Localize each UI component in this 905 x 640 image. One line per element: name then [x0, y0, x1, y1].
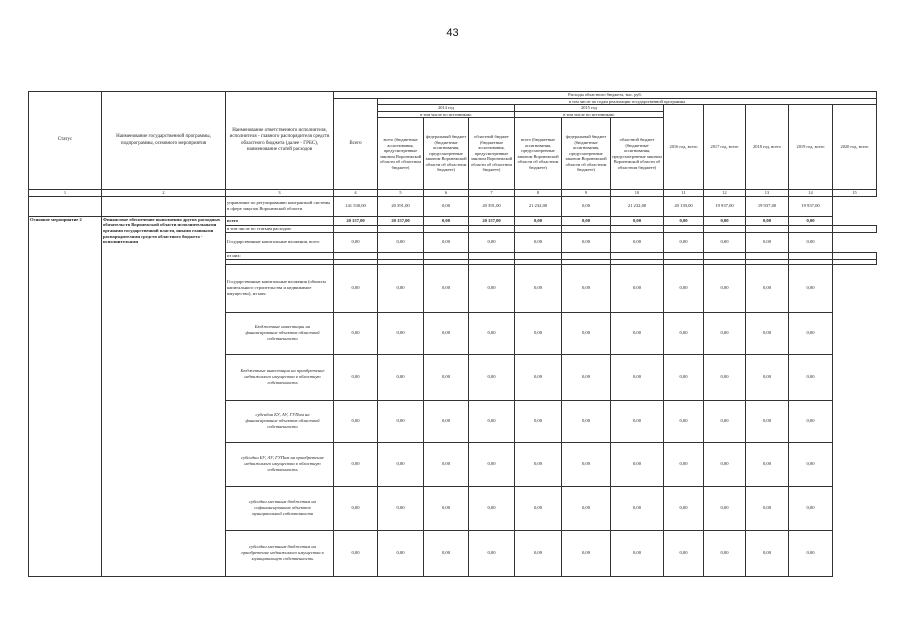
cell-value: 0,00: [704, 216, 746, 225]
cell-value: 21 232,00: [611, 196, 664, 216]
cell-value: 0,00: [789, 232, 833, 252]
cell-value: 0,00: [704, 400, 746, 442]
cell-value: 0,00: [424, 354, 469, 400]
row-label: субсидии местным бюджетам на приобретение недвижимого имущества в муниципальную собственность: [226, 530, 334, 576]
col-number: 15: [833, 190, 877, 197]
cell-value: 0,00: [611, 354, 664, 400]
cell-value: 0,00: [789, 486, 833, 530]
cell-value: 0,00: [515, 232, 562, 252]
cell-value: 0,00: [562, 354, 611, 400]
cell-value: 0,00: [746, 354, 789, 400]
cell-value: 0,00: [424, 216, 469, 225]
col-number: 9: [562, 190, 611, 197]
cell-value: 20 157,00: [378, 216, 424, 225]
cell-value: 0,00: [664, 530, 704, 576]
cell-value: 0,00: [515, 216, 562, 225]
cell-value: 0,00: [378, 530, 424, 576]
cell-value: 0,00: [664, 486, 704, 530]
header-col-12: 2017 год, всего: [704, 105, 746, 190]
cell-value: 0,00: [746, 400, 789, 442]
table-row: [29, 216, 877, 225]
cell-value: 19 937,00: [746, 196, 789, 216]
cell-value: 0,00: [789, 442, 833, 486]
cell-value: 0,00: [664, 264, 704, 312]
header-by-years: в том числе по годам реализации государственной программы: [378, 98, 877, 105]
cell-value: 20 391,00: [378, 196, 424, 216]
cell-value: 0,00: [562, 216, 611, 225]
row-label: субсидии БУ, АУ, ГУПам на приобретение недвижимого имущества в областную собственность: [226, 442, 334, 486]
cell-value: 141 530,00: [334, 196, 378, 216]
cell-value: 0,00: [704, 264, 746, 312]
cell-value: 0,00: [334, 232, 378, 252]
status-cell: Основное мероприятие 2: [29, 216, 102, 576]
program-name-cell: Финансовое обеспечение выполнения других расходных обязательств Воронежской области исполнительными органами государственной власти, иными главными распорядителями средств областного бюджета - исполнительями: [102, 216, 226, 576]
cell-value: 0,00: [611, 264, 664, 312]
cell-value: 0,00: [562, 400, 611, 442]
cell-value: 0,00: [562, 486, 611, 530]
header-expenses-title: Расходы областного бюджета, тыс. руб.: [334, 92, 877, 99]
cell-value: 0,00: [378, 354, 424, 400]
page-number: 43: [446, 27, 459, 39]
cell-value: 0,00: [378, 486, 424, 530]
cell-value: 0,00: [664, 354, 704, 400]
cell-value: 0,00: [789, 530, 833, 576]
cell-value: 0,00: [746, 312, 789, 354]
cell-value: 0,00: [515, 354, 562, 400]
col-number: 8: [515, 190, 562, 197]
col-number: 14: [789, 190, 833, 197]
cell-value: 0,00: [746, 442, 789, 486]
cell-value: 0,00: [789, 400, 833, 442]
cell-value: 0,00: [515, 486, 562, 530]
header-col-15: 2020 год, всего: [833, 105, 877, 190]
col-number: 1: [29, 190, 102, 197]
cell-value: 0,00: [611, 486, 664, 530]
table-row: [29, 196, 877, 216]
cell-value: 0,00: [469, 312, 515, 354]
cell-value: 0,00: [469, 354, 515, 400]
cell-value: 0,00: [515, 442, 562, 486]
cell-value: 0,00: [378, 232, 424, 252]
cell-value: 0,00: [424, 264, 469, 312]
cell-value: 0,00: [664, 312, 704, 354]
cell-value: 0,00: [611, 216, 664, 225]
cell-value: 0,00: [515, 264, 562, 312]
cell-value: 0,00: [664, 216, 704, 225]
cell-value: 0,00: [611, 442, 664, 486]
col-number: 4: [334, 190, 378, 197]
header-year-2015: 2015 год: [515, 105, 664, 112]
cell-value: 0,00: [378, 312, 424, 354]
header-col-13: 2018 год, всего: [746, 105, 789, 190]
col-number: 11: [664, 190, 704, 197]
header-total: Всего: [334, 98, 378, 190]
cell-value: 0,00: [424, 232, 469, 252]
cell-value: 0,00: [378, 400, 424, 442]
cell-value: 0,00: [469, 400, 515, 442]
cell-value: 0,00: [424, 196, 469, 216]
cell-value: 0,00: [469, 486, 515, 530]
cell-value: 0,00: [469, 232, 515, 252]
header-year-2014: 2014 год: [378, 105, 515, 112]
cell-value: 0,00: [746, 232, 789, 252]
cell-value: 0,00: [664, 400, 704, 442]
cell-value: 0,00: [789, 264, 833, 312]
cell-value: 0,00: [334, 312, 378, 354]
col-number: 12: [704, 190, 746, 197]
cell-value: 0,00: [469, 264, 515, 312]
row-label: субсидии местным бюджетам на софинансирование объектов муниципальной собственности: [226, 486, 334, 530]
cell-value: 0,00: [334, 400, 378, 442]
cell-value: 0,00: [664, 232, 704, 252]
cell-value: 0,00: [334, 486, 378, 530]
cell-value: 0,00: [515, 312, 562, 354]
header-col-10: областной бюджет (бюджетные ассигнования, предусмотренные законом Воронежской области об областном бюджете): [611, 118, 664, 190]
cell-value: 0,00: [746, 486, 789, 530]
cell-value: 0,00: [562, 264, 611, 312]
cell-value: 0,00: [611, 232, 664, 252]
cell-value: 21 232,00: [515, 196, 562, 216]
col-number: 10: [611, 190, 664, 197]
cell-value: 19 937,00: [789, 196, 833, 216]
cell-value: 0,00: [704, 354, 746, 400]
header-col-14: 2019 год, всего: [789, 105, 833, 190]
col-number: 13: [746, 190, 789, 197]
cell-value: 0,00: [746, 530, 789, 576]
header-col-6: федеральный бюджет (бюджетные ассигнования, предусмотренные законом Воронежской области об областном бюджете): [424, 118, 469, 190]
cell-value: 0,00: [562, 312, 611, 354]
cell-value: 0,00: [424, 442, 469, 486]
cell-value: 0,00: [789, 312, 833, 354]
cell-value: 0,00: [334, 530, 378, 576]
header-executor: Наименование ответственного исполнителя, исполнителя - главного распорядителя средств областного бюджета (далее - ГРБС), наименование статей расходов: [226, 92, 334, 190]
row-label: Бюджетные инвестиции на финансирование объектов областной собственности: [226, 312, 334, 354]
header-col-5: всего (бюджетные ассигнования, предусмотренные законом Воронежской области об областном бюджете): [378, 118, 424, 190]
header-name: Наименование государственной программы, подпрограммы, основного мероприятия: [102, 92, 226, 190]
header-incl-sources-2015: в том числе по источникам:: [515, 111, 664, 118]
cell-value: 0,00: [562, 530, 611, 576]
cell-value: 0,00: [746, 264, 789, 312]
cell-value: 0,00: [704, 232, 746, 252]
row-label: Государственные капитальные вложения (объекты капитального строительства и недвижимое имущество), из них:: [226, 264, 334, 312]
header-col-11: 2016 год, всего: [664, 105, 704, 190]
cell-value: 0,00: [334, 442, 378, 486]
cell-value: 20 391,00: [469, 196, 515, 216]
col-number: 3: [226, 190, 334, 197]
row-label: субсидии БУ, АУ, ГУПам на финансирование объектов областной собственности: [226, 400, 334, 442]
cell-value: 20 157,00: [469, 216, 515, 225]
cell-value: 0,00: [611, 312, 664, 354]
cell-value: 0,00: [746, 216, 789, 225]
cell-value: 0,00: [378, 442, 424, 486]
col-number: 7: [469, 190, 515, 197]
cell-value: 0,00: [704, 486, 746, 530]
cell-value: 0,00: [562, 442, 611, 486]
cell-value: 0,00: [469, 442, 515, 486]
cell-value: 0,00: [704, 442, 746, 486]
cell-value: 0,00: [424, 400, 469, 442]
cell-value: 0,00: [334, 264, 378, 312]
cell-value: 0,00: [664, 442, 704, 486]
row-label: Государственные капитальные вложения, всего: [226, 232, 334, 252]
cell-value: 0,00: [424, 530, 469, 576]
row-label: из них:: [226, 252, 334, 259]
row-label: Бюджетные инвестиции на приобретение недвижимого имущества в областную собственность: [226, 354, 334, 400]
header-col-8: всего (бюджетные ассигнования, предусмотренные законом Воронежской области об областном бюджете): [515, 118, 562, 190]
cell-value: 20 157,00: [334, 216, 378, 225]
col-number: 6: [424, 190, 469, 197]
cell-value: 0,00: [704, 530, 746, 576]
row-label: управление по регулированию контрактной системы в сфере закупок Воронежской области: [226, 196, 334, 216]
cell-value: 0,00: [424, 486, 469, 530]
cell-value: 0,00: [562, 196, 611, 216]
cell-value: 19 937,00: [704, 196, 746, 216]
header-status: Статус: [29, 92, 102, 190]
cell-value: 0,00: [515, 400, 562, 442]
cell-value: 0,00: [704, 312, 746, 354]
row-label: всего: [226, 216, 334, 225]
cell-value: 0,00: [789, 354, 833, 400]
cell-value: 0,00: [611, 530, 664, 576]
col-number: 2: [102, 190, 226, 197]
cell-value: 0,00: [378, 264, 424, 312]
cell-value: 0,00: [469, 530, 515, 576]
cell-value: 0,00: [789, 216, 833, 225]
col-number: 5: [378, 190, 424, 197]
cell-value: 0,00: [424, 312, 469, 354]
cell-value: 0,00: [611, 400, 664, 442]
cell-value: 0,00: [562, 232, 611, 252]
cell-value: 0,00: [334, 354, 378, 400]
cell-value: 20 139,00: [664, 196, 704, 216]
cell-value: 0,00: [515, 530, 562, 576]
budget-table: [28, 91, 877, 577]
header-col-9: федеральный бюджет (бюджетные ассигнования, предусмотренные законом Воронежской области об областном бюджете): [562, 118, 611, 190]
row-label: в том числе по статьям расходов:: [226, 225, 334, 232]
header-col-7: областной бюджет (бюджетные ассигнования, предусмотренные законом Воронежской области об областном бюджете): [469, 118, 515, 190]
header-incl-sources-2014: в том числе по источникам:: [378, 111, 515, 118]
